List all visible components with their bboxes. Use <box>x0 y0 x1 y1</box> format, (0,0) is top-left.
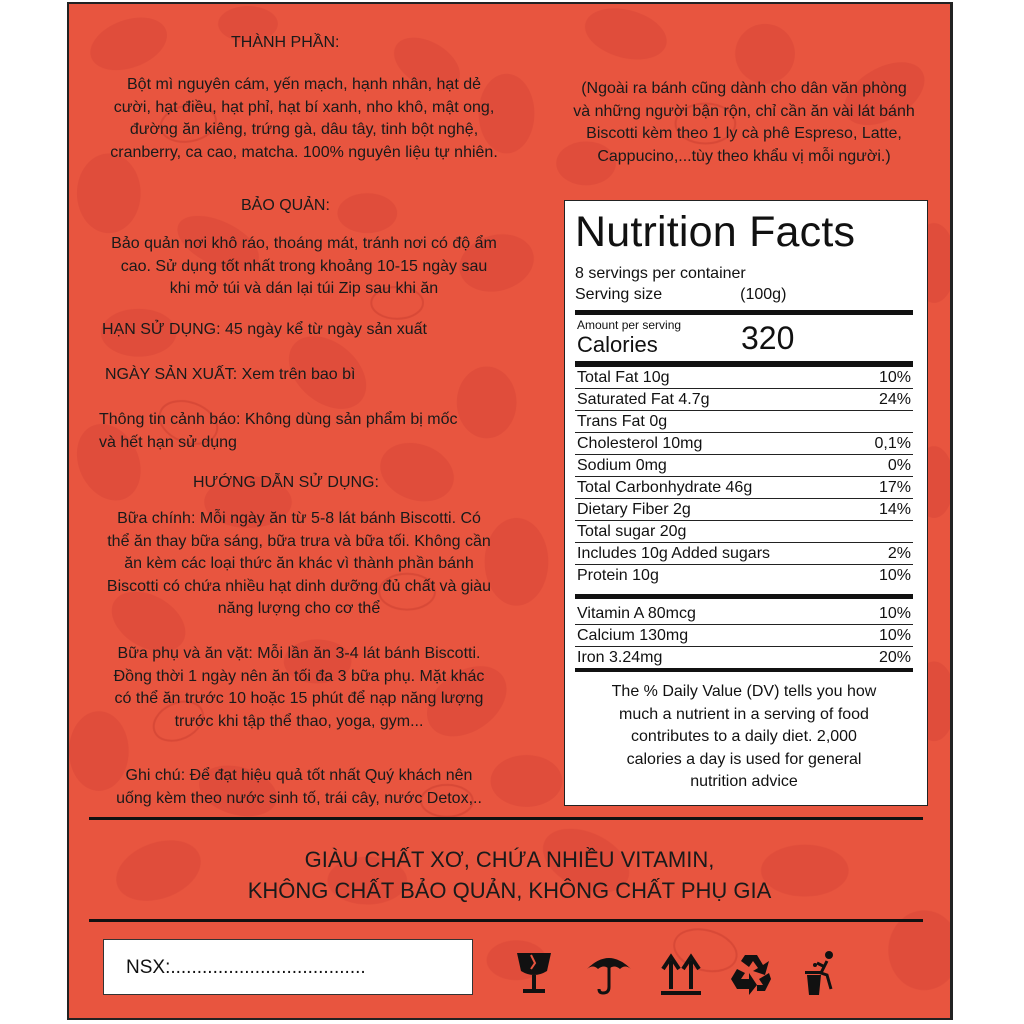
divider-thick <box>575 594 913 599</box>
nutrient-name: Protein 10g <box>577 567 659 584</box>
nutrient-row <box>575 367 913 388</box>
nutrient-row <box>575 476 913 498</box>
nutrient-daily-value: 10% <box>878 627 911 644</box>
expiry-text: HẠN SỬ DỤNG: 45 ngày kể từ ngày sản xuất <box>102 321 427 338</box>
nutrient-daily-value: 17% <box>878 479 911 496</box>
usage-main-meal: Bữa chính: Mỗi ngày ăn từ 5-8 lát bánh Biscotti. Có thể ăn thay bữa sáng, bữa trưa và bữa tối. Không cần ăn kèm các loại thức ăn khác vì thành phần bánh Biscotti có chứa nhiều hạt dinh dưỡng đủ chất và giàu năng lượng cho cơ thể <box>106 510 492 617</box>
keep-dry-umbrella-icon <box>583 949 635 997</box>
nutrient-name: Dietary Fiber 2g <box>577 501 691 518</box>
calories-block <box>575 317 913 357</box>
nutrient-name: Saturated Fat 4.7g <box>577 391 710 408</box>
manufacture-date-text: NGÀY SẢN XUẤT: Xem trên bao bì <box>105 366 356 383</box>
storage-heading: BẢO QUẢN: <box>241 197 330 214</box>
usage-note: Ghi chú: Để đạt hiệu quả tốt nhất Quý khách nên uống kèm theo nước sinh tố, trái cây, nước Detox,.. <box>116 767 482 807</box>
nutrient-row <box>575 388 913 410</box>
nutrition-facts-panel <box>564 200 928 806</box>
serving-size-label: Serving size <box>575 286 663 303</box>
nutrient-daily-value: 14% <box>878 501 911 518</box>
nutrient-row <box>575 646 913 668</box>
nsx-field: NSX:..................................... <box>103 939 473 995</box>
nutrient-name: Cholesterol 10mg <box>577 435 703 452</box>
nutrient-name: Includes 10g Added sugars <box>577 545 771 562</box>
nutrient-row <box>575 454 913 476</box>
nutrient-row <box>575 542 913 564</box>
nutrient-row <box>575 564 913 586</box>
nutrient-rows <box>575 367 913 586</box>
vitamin-rows <box>575 603 913 668</box>
nutrient-name: Total Fat 10g <box>577 369 670 386</box>
nutrient-daily-value: 0,1% <box>874 435 911 452</box>
divider-medium <box>575 668 913 672</box>
serving-size <box>575 284 913 305</box>
calories-value: 320 <box>741 320 795 356</box>
nutrient-row <box>575 498 913 520</box>
nutrient-row <box>575 410 913 432</box>
nutrient-name: Iron 3.24mg <box>577 649 663 666</box>
nutrient-name: Trans Fat 0g <box>577 413 668 430</box>
nutrient-row <box>575 624 913 646</box>
nutrient-row <box>575 603 913 624</box>
nutrient-name: Sodium 0mg <box>577 457 667 474</box>
servings-per-container: 8 servings per container <box>575 265 746 282</box>
storage-text: Bảo quản nơi khô ráo, thoáng mát, tránh nơi có độ ẩm cao. Sử dụng tốt nhất trong khoảng 10-15 ngày sau khi mở túi và dán lại túi Zip sau khi ăn <box>111 235 497 297</box>
nutrient-name: Total sugar 20g <box>577 523 687 540</box>
ingredients-text: Bột mì nguyên cám, yến mạch, hạnh nhân, hạt dẻ cười, hạt điều, hạt phỉ, hạt bí xanh, nho khô, mật ong, đường ăn kiêng, trứng gà, dâu tây, tinh bột nghệ, cranberry, ca cao, matcha. 100% nguyên liệu tự nhiên. <box>110 76 498 161</box>
nutrient-row <box>575 520 913 542</box>
calories-label: Calories <box>577 332 658 357</box>
nutrient-daily-value: 20% <box>878 649 911 666</box>
amount-per-serving: Amount per serving <box>577 318 682 332</box>
warning-text: Thông tin cảnh báo: Không dùng sản phẩm bị mốc và hết hạn sử dụng <box>99 411 458 451</box>
this-way-up-icon <box>655 949 707 997</box>
nutrient-name: Calcium 130mg <box>577 627 689 644</box>
nutrient-daily-value: 24% <box>878 391 911 408</box>
nutrient-daily-value: 2% <box>887 545 911 562</box>
nutrient-row <box>575 432 913 454</box>
serving-size-value: (100g) <box>740 286 787 303</box>
nutrient-daily-value: 0% <box>887 457 911 474</box>
product-label <box>67 2 953 1020</box>
divider-rule <box>89 817 923 820</box>
usage-snack: Bữa phụ và ăn vặt: Mỗi lần ăn 3-4 lát bánh Biscotti. Đồng thời 1 ngày nên ăn tối đa 3 bữa phụ. Mặt khác có thể ăn trước 10 hoặc 15 phút để nạp năng lượng trước khi tập thể thao, yoga, gym... <box>113 645 485 730</box>
nutrient-name: Vitamin A 80mcg <box>577 605 696 622</box>
ingredients-heading: THÀNH PHẦN: <box>231 34 340 51</box>
fragile-icon <box>511 949 563 997</box>
slogan-line-2: KHÔNG CHẤT BẢO QUẢN, KHÔNG CHẤT PHỤ GIA <box>247 878 772 903</box>
nutrition-title: Nutrition Facts <box>575 208 856 256</box>
divider-thick <box>575 310 913 315</box>
slogan-line-1: GIÀU CHẤT XƠ, CHỨA NHIỀU VITAMIN, <box>304 847 715 872</box>
daily-value-footnote: The % Daily Value (DV) tells you how much a nutrient in a serving of food contributes to a daily diet. 2,000 calories a day is used for general nutrition advice <box>611 683 877 790</box>
usage-heading: HƯỚNG DẪN SỬ DỤNG: <box>193 474 379 491</box>
no-littering-icon <box>797 949 849 997</box>
nutrient-daily-value: 10% <box>878 567 911 584</box>
nutrient-daily-value: 10% <box>878 605 911 622</box>
recycle-icon <box>725 949 777 997</box>
nutrient-daily-value: 10% <box>878 369 911 386</box>
extra-note: (Ngoài ra bánh cũng dành cho dân văn phòng và những người bận rộn, chỉ cần ăn vài lát bánh Biscotti kèm theo 1 ly cà phê Espreso, Latte, Cappucino,...tùy theo khẩu vị mỗi người.) <box>573 80 915 165</box>
divider-rule <box>89 919 923 922</box>
nutrient-name: Total Carbonhydrate 46g <box>577 479 753 496</box>
